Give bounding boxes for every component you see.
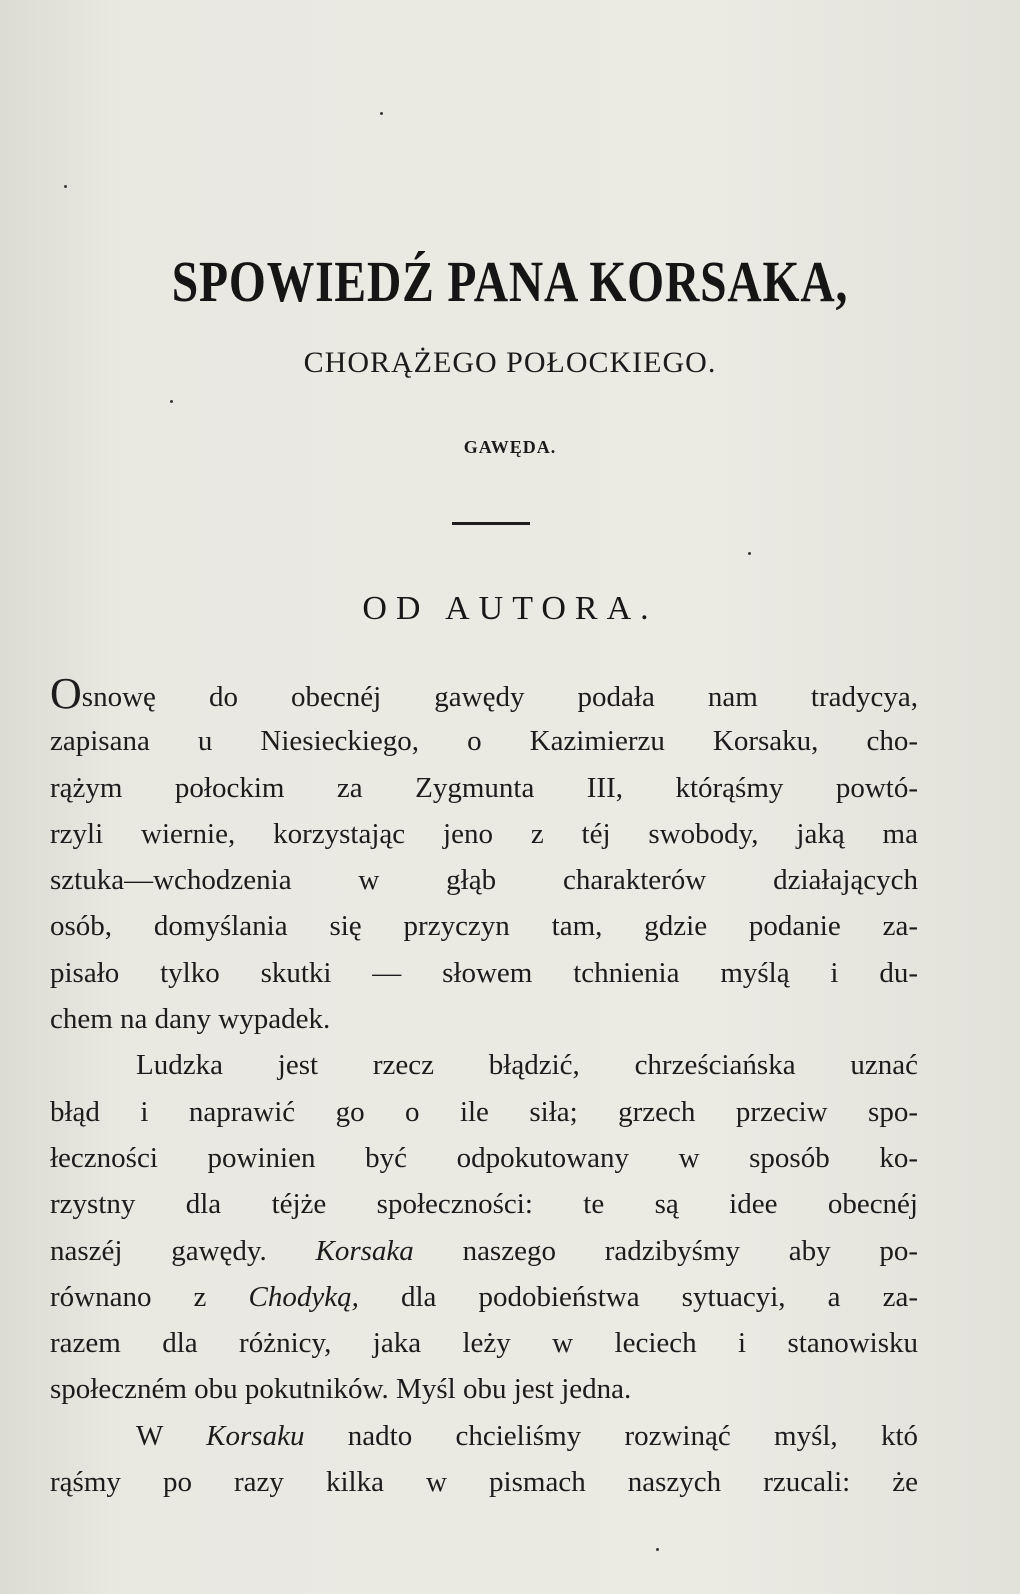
text-segment: nadto chcieliśmy rozwinąć myśl, któ <box>347 1419 919 1452</box>
paper-speck <box>380 112 383 115</box>
paper-speck <box>656 1548 659 1551</box>
italic-name: Chodyką, <box>248 1280 359 1313</box>
paragraph-2-line-8: społeczném obu pokutników. Myśl obu jest jedna. <box>50 1373 632 1406</box>
paragraph-1-line-6: osób, domyślania się przyczyn tam, gdzie podanie za- <box>50 910 918 943</box>
text-segment: naszego radzibyśmy aby po- <box>462 1234 919 1267</box>
paragraph-1-line-8: chem na dany wypadek. <box>50 1003 331 1036</box>
body-text <box>50 669 919 1505</box>
paper-speck <box>64 185 67 188</box>
paragraph-3-line-2: rąśmy po razy kilka w pismach naszych rzucali: że <box>50 1466 918 1499</box>
paragraph-1-line-7: pisało tylko skutki — słowem tchnienia myślą i du- <box>50 956 918 989</box>
text-segment: naszéj gawędy. <box>50 1234 267 1267</box>
paragraph-2-line-2: błąd i naprawić go o ile siła; grzech przeciw spo- <box>50 1095 918 1128</box>
paragraph-1-line-5: sztuka—wchodzenia w głąb charakterów działających <box>50 864 918 897</box>
italic-name: Korsaka <box>315 1234 414 1267</box>
book-genre: GAWĘDA. <box>463 437 557 457</box>
book-subtitle: CHORĄŻEGO POŁOCKIEGO. <box>303 346 717 379</box>
paper-speck <box>170 400 173 403</box>
paragraph-2-line-5 <box>50 1228 918 1274</box>
paragraph-1-line-2: zapisana u Niesieckiego, o Kazimierzu Korsaku, cho- <box>50 725 918 758</box>
text-line: snowę do obecnéj gawędy podała nam tradycya, <box>81 681 918 713</box>
paragraph-1-line-1 <box>50 669 918 718</box>
paragraph-2-line-3: łeczności powinien być odpokutowany w sposób ko- <box>50 1141 918 1174</box>
paragraph-2-line-4: rzystny dla téjże społeczności: te są idee obecnéj <box>50 1188 918 1221</box>
italic-name: Korsaku <box>206 1419 305 1452</box>
drop-cap: O <box>50 669 82 718</box>
text-segment: równano z <box>50 1280 207 1313</box>
title-divider <box>452 522 530 525</box>
paragraph-2-line-6 <box>50 1274 918 1320</box>
paragraph-2-line-7: razem dla różnicy, jaka leży w leciech i stanowisku <box>50 1327 918 1360</box>
book-title: SPOWIEDŹ PANA KORSAKA, <box>171 249 849 314</box>
paragraph-1-line-3: rążym połockim za Zygmunta III, którąśmy powtó- <box>50 771 918 804</box>
text-segment: W <box>136 1419 163 1452</box>
text-segment: dla podobieństwa sytuacyi, a za- <box>400 1280 919 1313</box>
section-heading: OD AUTORA. <box>362 590 658 627</box>
paragraph-1-line-4: rzyli wiernie, korzystając jeno z téj swobody, jaką ma <box>50 817 918 850</box>
paper-speck <box>748 552 751 555</box>
paragraph-3-line-1 <box>50 1413 918 1459</box>
paragraph-2-line-1: Ludzka jest rzecz błądzić, chrześciańska uznać <box>136 1049 918 1082</box>
